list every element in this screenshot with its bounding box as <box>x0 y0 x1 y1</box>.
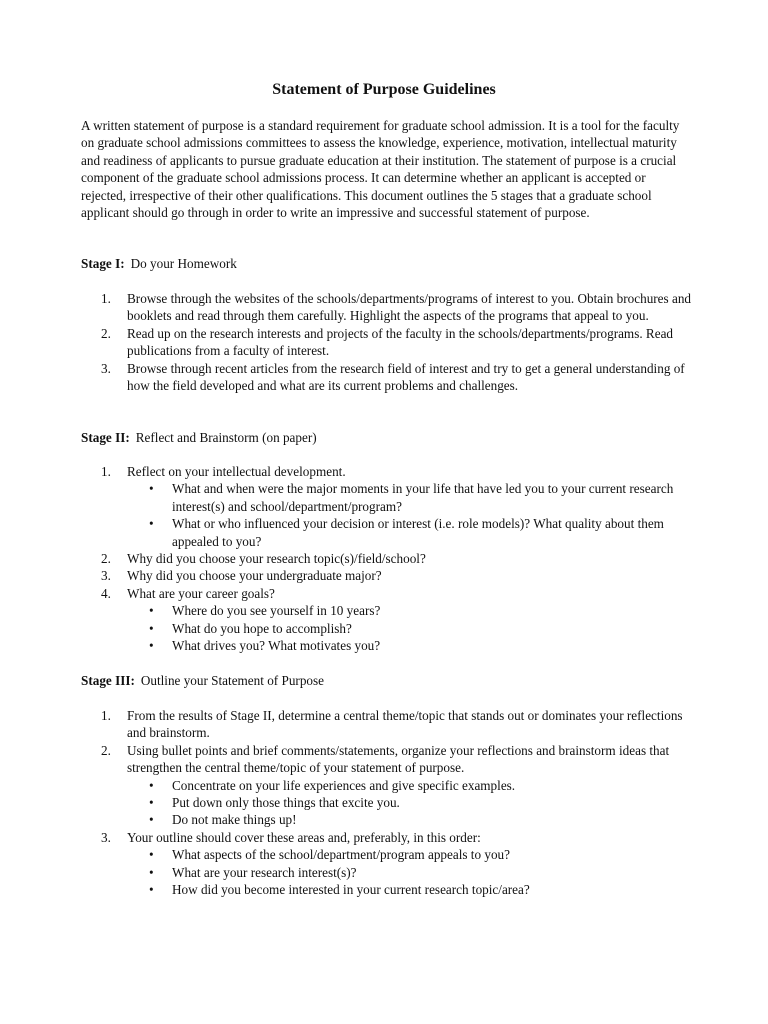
bullet-icon: • <box>149 620 154 636</box>
stage-2-label: Stage II: <box>81 430 130 445</box>
bullet-icon: • <box>149 864 154 880</box>
stage-1-title: Do your Homework <box>130 256 237 271</box>
sub-list-item <box>127 515 691 550</box>
bullet-icon: • <box>149 847 154 863</box>
list-item <box>81 325 691 360</box>
item-text: Why did you choose your undergraduate major? <box>127 568 382 584</box>
sub-list-item <box>127 881 691 898</box>
stage-2-list <box>81 463 691 654</box>
list-item <box>81 567 691 584</box>
item-text: Why did you choose your research topic(s)/field/school? <box>127 551 426 567</box>
sub-item-text: What aspects of the school/department/program appeals to you? <box>172 847 511 863</box>
sub-item-text: What and when were the major moments in your life that have led you to your current research interest(s) and school/department/program? <box>172 481 674 514</box>
stage-3-label: Stage III: <box>81 673 135 688</box>
sub-list-item <box>127 480 691 515</box>
item-number: 2. <box>101 551 111 567</box>
sub-list <box>127 602 691 654</box>
sub-item-text: What are your research interest(s)? <box>172 864 357 880</box>
stage-2-heading <box>81 429 691 446</box>
item-text: Browse through recent articles from the research field of interest and try to get a general understanding of how the field developed and what are its current problems and challenges. <box>127 360 685 394</box>
sub-list <box>127 846 691 898</box>
list-item <box>81 742 691 829</box>
item-text: Read up on the research interests and projects of the faculty in the schools/departments/programs. Read publications from a faculty of interest. <box>127 325 674 359</box>
item-number: 3. <box>101 829 111 845</box>
bullet-icon: • <box>149 603 154 619</box>
item-number: 2. <box>101 325 111 341</box>
stage-1-label: Stage I: <box>81 256 125 271</box>
item-number: 4. <box>101 585 111 601</box>
list-item <box>81 550 691 567</box>
item-number: 2. <box>101 742 111 758</box>
bullet-icon: • <box>149 638 154 654</box>
sub-item-text: How did you become interested in your current research topic/area? <box>172 882 530 898</box>
bullet-icon: • <box>149 882 154 898</box>
sub-list-item <box>127 846 691 863</box>
item-number: 1. <box>101 708 111 723</box>
sub-list-item <box>127 864 691 881</box>
item-text: Browse through the websites of the schools/departments/programs of interest to you. Obtain brochures and booklets and read through them carefully. Highlight the aspects of the programs that appeal to you. <box>127 291 692 324</box>
sub-list-item <box>127 620 691 637</box>
intro-paragraph: A written statement of purpose is a standard requirement for graduate school admission. It is a tool for the faculty on graduate school admissions committees to assess the knowledge, experience, motivation, intellectual maturity and readiness of applicants to pursue graduate education at their institution. The statement of purpose is a crucial component of the graduate school admissions process. It can determine whether an applicant is accepted or rejected, irrespective of their other qualifications. This document outlines the 5 stages that a graduate school applicant should go through in order to write an impressive and successful statement of purpose. <box>81 118 680 221</box>
bullet-icon: • <box>149 795 154 811</box>
sub-list-item <box>127 637 691 654</box>
list-item <box>81 707 691 742</box>
item-number: 3. <box>101 360 111 376</box>
bullet-icon: • <box>149 777 154 793</box>
item-number: 3. <box>101 568 111 584</box>
sub-item-text: What do you hope to accomplish? <box>172 620 352 636</box>
sub-list-item <box>127 811 691 828</box>
sub-item-text: Concentrate on your life experiences and give specific examples. <box>172 777 516 793</box>
sub-list-item <box>127 794 691 811</box>
sub-item-text: Where do you see yourself in 10 years? <box>172 603 381 619</box>
sub-list-item <box>127 777 691 794</box>
list-item <box>81 585 691 655</box>
item-text: Reflect on your intellectual development. <box>127 464 346 479</box>
list-item <box>81 463 691 550</box>
bullet-icon: • <box>149 516 154 532</box>
item-text: From the results of Stage II, determine a central theme/topic that stands out or dominates your reflections and brainstorm. <box>127 708 683 741</box>
item-number: 1. <box>101 291 111 306</box>
list-item <box>81 360 691 395</box>
item-text: What are your career goals? <box>127 585 275 601</box>
sub-list <box>127 480 691 550</box>
stage-3-list <box>81 707 691 898</box>
sub-item-text: What drives you? What motivates you? <box>172 638 381 654</box>
bullet-icon: • <box>149 812 154 828</box>
list-item <box>81 290 691 325</box>
list-item <box>81 829 691 899</box>
sub-list <box>127 777 691 829</box>
stage-3-heading <box>81 672 691 689</box>
sub-item-text: Put down only those things that excite you. <box>172 795 400 811</box>
item-text: Using bullet points and brief comments/statements, organize your reflections and brainstorm ideas that strengthen the central theme/topic of your statement of purpose. <box>127 742 670 776</box>
sub-item-text: Do not make things up! <box>172 812 297 828</box>
item-text: Your outline should cover these areas and, preferably, in this order: <box>127 829 481 845</box>
sub-list-item <box>127 602 691 619</box>
sub-item-text: What or who influenced your decision or interest (i.e. role models)? What quality about them appealed to you? <box>172 516 664 549</box>
stage-3-title: Outline your Statement of Purpose <box>140 673 324 688</box>
stage-1-list <box>81 290 691 394</box>
item-number: 1. <box>101 464 111 479</box>
bullet-icon: • <box>149 481 154 497</box>
page-title: Statement of Purpose Guidelines <box>272 81 496 98</box>
stage-2-title: Reflect and Brainstorm (on paper) <box>135 430 317 445</box>
stage-1-heading <box>81 255 691 272</box>
